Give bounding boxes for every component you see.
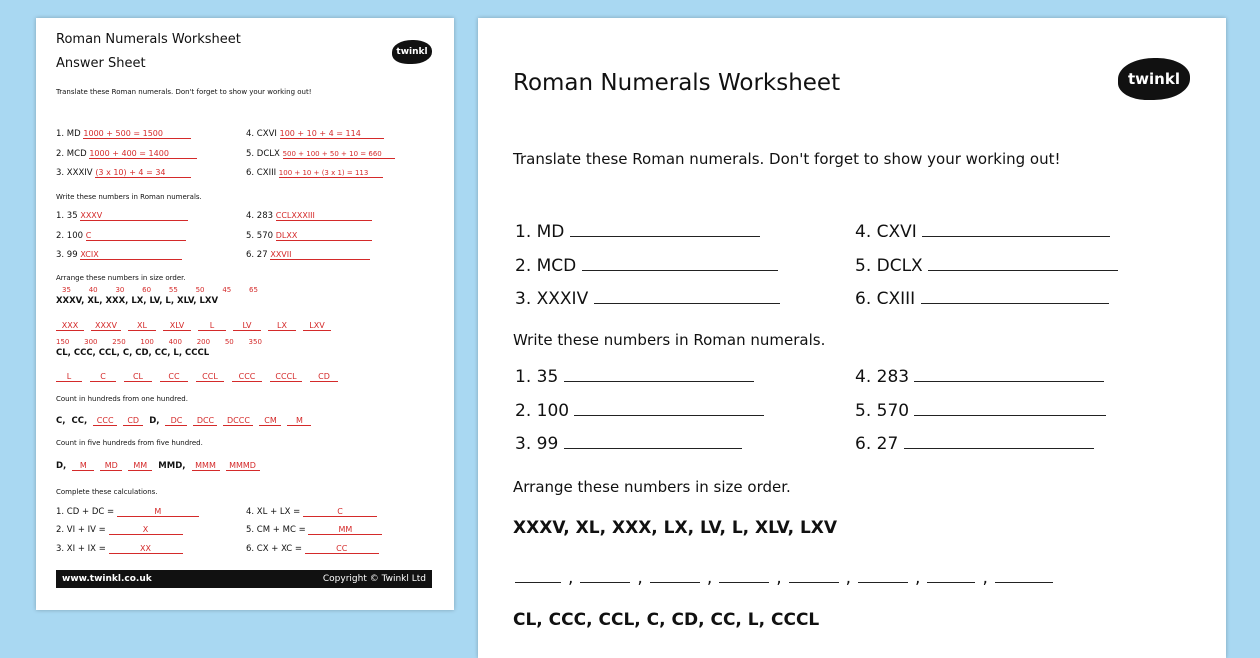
arrange1-answer: XXXV: [91, 321, 121, 331]
arrange2-answer: CCL: [196, 372, 224, 382]
answer-sheet-subtitle: Answer Sheet: [56, 56, 146, 71]
write-a6: XXVII: [270, 250, 370, 260]
answer-line[interactable]: [564, 448, 742, 449]
answer-line[interactable]: [927, 582, 975, 583]
arrange2-answer: CCC: [232, 372, 262, 382]
calc-q5: 5. CM + MC = MM: [246, 525, 382, 535]
arrange2-value: 400: [168, 338, 182, 346]
arrange2-answer: L: [56, 372, 82, 382]
worksheet-write-q3: 3. 99: [515, 434, 742, 454]
five-hundreds-given: D,: [56, 461, 67, 471]
calc-a2: X: [109, 525, 183, 535]
answer-line[interactable]: [914, 381, 1104, 382]
answer-sheet-title: Roman Numerals Worksheet: [56, 32, 241, 47]
arrange2-answer: CCCL: [270, 372, 302, 382]
calc-q3: 3. XI + IX = XX: [56, 544, 183, 554]
answer-line[interactable]: [594, 303, 780, 304]
answer-sheet-page: [36, 18, 454, 610]
arrange2-value: 200: [196, 338, 211, 346]
arrange1-numerals: XXXV, XL, XXX, LX, LV, L, XLV, LXV: [56, 296, 219, 306]
worksheet-instruction-write: Write these numbers in Roman numerals.: [513, 331, 826, 349]
worksheet-translate-q4: 4. CXVI: [855, 222, 1110, 242]
worksheet-translate-q6: 6. CXIII: [855, 289, 1109, 309]
arrange1-value: 35: [62, 286, 71, 294]
arrange1-value: 65: [249, 286, 258, 294]
arrange1-value: 45: [222, 286, 232, 294]
translate-q6: 6. CXIII 100 + 10 + (3 x 1) = 113: [246, 168, 383, 178]
arrange2-answers-row: [56, 372, 338, 382]
hundreds-answer: CM: [259, 416, 281, 426]
arrange1-answer: L: [198, 321, 226, 331]
answer-line[interactable]: [719, 582, 769, 583]
hundreds-answer: M: [287, 416, 311, 426]
translate-a4: 100 + 10 + 4 = 114: [280, 129, 384, 139]
twinkl-logo: twinkl: [392, 40, 432, 64]
five-hundreds-answer: MMMD: [226, 461, 260, 471]
calc-q4: 4. XL + LX = C: [246, 507, 377, 517]
worksheet-translate-q3: 3. XXXIV: [515, 289, 780, 309]
five-hundreds-given: MMD,: [158, 461, 186, 471]
arrange1-values-row: [62, 286, 258, 294]
arrange1-answer: LV: [233, 321, 261, 331]
write-q1: 1. 35 XXXV: [56, 211, 188, 221]
arrange2-value: 50: [224, 338, 234, 346]
five-hundreds-answer: MD: [100, 461, 122, 471]
arrange1-answer: XL: [128, 321, 156, 331]
answer-line[interactable]: [574, 415, 764, 416]
calc-q1: 1. CD + DC = M: [56, 507, 199, 517]
arrange1-value: 50: [195, 286, 205, 294]
write-q6: 6. 27 XXVII: [246, 250, 370, 260]
arrange2-answer: C: [90, 372, 116, 382]
arrange1-answer: XXX: [56, 321, 84, 331]
answer-line[interactable]: [995, 582, 1053, 583]
worksheet-page: [478, 18, 1226, 658]
write-q5: 5. 570 DLXX: [246, 231, 372, 241]
five-hundreds-row: [56, 461, 260, 471]
instruction-calc: Complete these calculations.: [56, 488, 158, 496]
instruction-write: Write these numbers in Roman numerals.: [56, 193, 202, 201]
arrange1-value: 60: [142, 286, 152, 294]
arrange1-answers-row: [56, 321, 331, 331]
hundreds-answer: DCCC: [223, 416, 253, 426]
arrange2-values-row: [56, 338, 262, 346]
answer-line[interactable]: [922, 236, 1110, 237]
translate-q1: 1. MD 1000 + 500 = 1500: [56, 129, 191, 139]
translate-q5: 5. DCLX 500 + 100 + 50 + 10 = 660: [246, 149, 395, 159]
worksheet-write-q1: 1. 35: [515, 367, 754, 387]
answer-line[interactable]: [921, 303, 1109, 304]
worksheet-instruction-translate: Translate these Roman numerals. Don't forget to show your working out!: [513, 150, 1061, 168]
arrange2-answer: CD: [310, 372, 338, 382]
arrange2-numerals: CL, CCC, CCL, C, CD, CC, L, CCCL: [56, 348, 210, 358]
five-hundreds-answer: MMM: [192, 461, 220, 471]
translate-q2: 2. MCD 1000 + 400 = 1400: [56, 149, 197, 159]
calc-a3: XX: [109, 544, 183, 554]
arrange2-value: 300: [84, 338, 98, 346]
worksheet-write-q5: 5. 570: [855, 401, 1106, 421]
instruction-five-hundreds: Count in five hundreds from five hundred.: [56, 439, 203, 447]
hundreds-answer: CD: [123, 416, 143, 426]
five-hundreds-answer: MM: [128, 461, 152, 471]
hundreds-given: CC,: [71, 416, 88, 426]
arrange1-value: 40: [88, 286, 98, 294]
write-a3: XCIX: [80, 250, 182, 260]
translate-a6: 100 + 10 + (3 x 1) = 113: [279, 169, 383, 178]
translate-q4: 4. CXVI 100 + 10 + 4 = 114: [246, 129, 384, 139]
hundreds-given: C,: [56, 416, 66, 426]
worksheet-translate-q1: 1. MD: [515, 222, 760, 242]
answer-line[interactable]: [564, 381, 754, 382]
footer-website[interactable]: www.twinkl.co.uk: [62, 574, 152, 584]
worksheet-arrange2-numerals: CL, CCC, CCL, C, CD, CC, L, CCCL: [513, 610, 820, 630]
hundreds-answer: CCC: [93, 416, 117, 426]
arrange1-value: 30: [115, 286, 125, 294]
calc-a5: MM: [308, 525, 382, 535]
hundreds-answer: DC: [165, 416, 187, 426]
worksheet-translate-q5: 5. DCLX: [855, 256, 1118, 276]
five-hundreds-answer: M: [72, 461, 94, 471]
hundreds-answer: DCC: [193, 416, 217, 426]
translate-a5: 500 + 100 + 50 + 10 = 660: [283, 150, 395, 159]
twinkl-logo-large: twinkl: [1118, 58, 1190, 100]
arrange1-answer: LXV: [303, 321, 331, 331]
write-q3: 3. 99 XCIX: [56, 250, 182, 260]
write-a2: C: [86, 231, 186, 241]
arrange2-value: 100: [140, 338, 154, 346]
answer-line[interactable]: [650, 582, 700, 583]
arrange1-answer: XLV: [163, 321, 191, 331]
worksheet-arrange1-blanks: , , , , , , ,: [515, 568, 1053, 588]
answer-line[interactable]: [789, 582, 839, 583]
worksheet-arrange1-numerals: XXXV, XL, XXX, LX, LV, L, XLV, LXV: [513, 518, 838, 538]
calc-a4: C: [303, 507, 377, 517]
worksheet-instruction-arrange: Arrange these numbers in size order.: [513, 478, 791, 496]
write-q2: 2. 100 C: [56, 231, 186, 241]
worksheet-title: Roman Numerals Worksheet: [513, 70, 841, 96]
write-q4: 4. 283 CCLXXXIII: [246, 211, 372, 221]
answer-line[interactable]: [858, 582, 908, 583]
hundreds-row: [56, 416, 311, 426]
arrange2-value: 250: [112, 338, 126, 346]
worksheet-write-q4: 4. 283: [855, 367, 1104, 387]
write-a4: CCLXXXIII: [276, 211, 372, 221]
arrange1-value: 55: [168, 286, 178, 294]
calc-q6: 6. CX + XC = CC: [246, 544, 379, 554]
instruction-hundreds: Count in hundreds from one hundred.: [56, 395, 188, 403]
answer-line[interactable]: [570, 236, 760, 237]
hundreds-given: D,: [149, 416, 160, 426]
write-a1: XXXV: [80, 211, 188, 221]
translate-q3: 3. XXXIV (3 x 10) + 4 = 34: [56, 168, 191, 178]
answer-line[interactable]: [515, 582, 561, 583]
translate-a3: (3 x 10) + 4 = 34: [95, 168, 191, 178]
answer-line[interactable]: [904, 448, 1094, 449]
answer-line[interactable]: [914, 415, 1106, 416]
instruction-arrange: Arrange these numbers in size order.: [56, 274, 186, 282]
calc-a1: M: [117, 507, 199, 517]
instruction-translate: Translate these Roman numerals. Don't forget to show your working out!: [56, 88, 312, 96]
footer-copyright: Copyright © Twinkl Ltd: [322, 574, 426, 584]
worksheet-translate-q2: 2. MCD: [515, 256, 778, 276]
arrange2-answer: CC: [160, 372, 188, 382]
worksheet-write-q2: 2. 100: [515, 401, 764, 421]
answer-line[interactable]: [582, 270, 778, 271]
calc-q2: 2. VI + IV = X: [56, 525, 183, 535]
worksheet-write-q6: 6. 27: [855, 434, 1094, 454]
answer-sheet-footer: [56, 570, 432, 588]
answer-line[interactable]: [580, 582, 630, 583]
arrange1-answer: LX: [268, 321, 296, 331]
translate-a1: 1000 + 500 = 1500: [83, 129, 191, 139]
write-a5: DLXX: [276, 231, 372, 241]
calc-a6: CC: [305, 544, 379, 554]
translate-a2: 1000 + 400 = 1400: [89, 149, 197, 159]
arrange2-value: 350: [248, 338, 262, 346]
arrange2-answer: CL: [124, 372, 152, 382]
arrange2-value: 150: [56, 338, 70, 346]
answer-line[interactable]: [928, 270, 1118, 271]
